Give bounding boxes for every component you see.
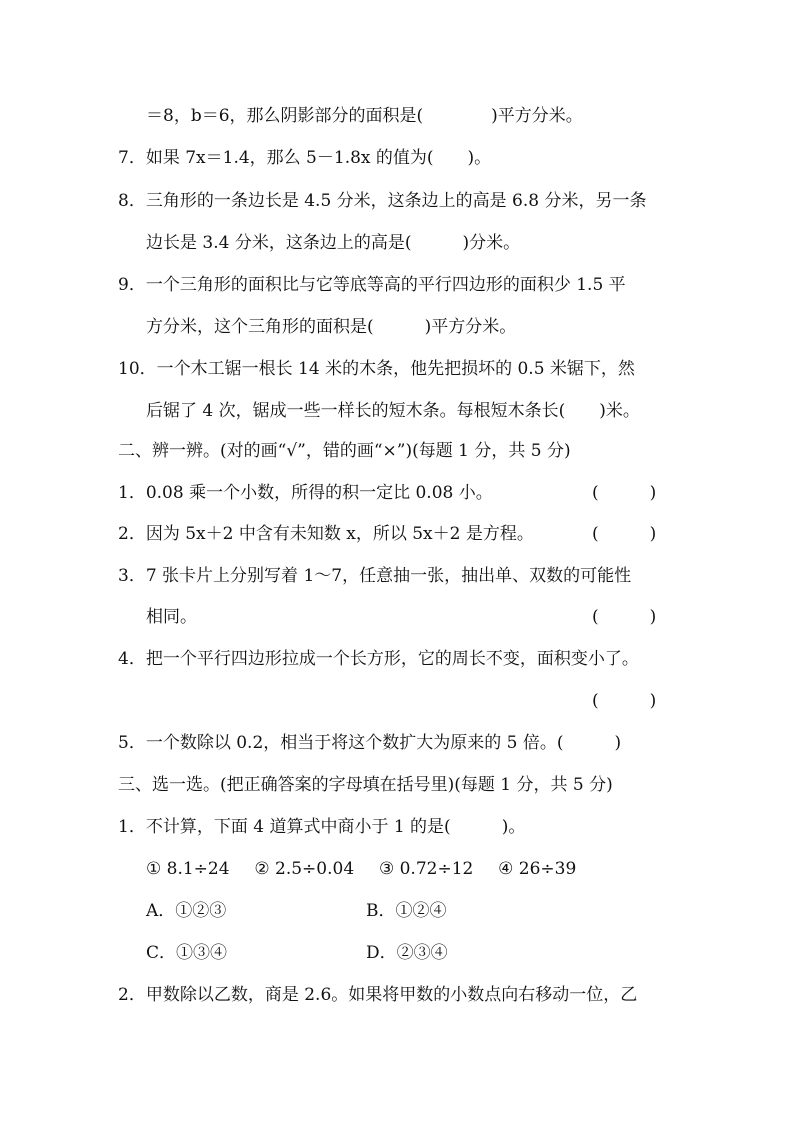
tf-question-3-line1: 3．7 张卡片上分别写着 1～7，任意抽一张，抽出单、双数的可能性 xyxy=(118,566,632,586)
mc-question-2-line1: 2．甲数除以乙数，商是 2.6。如果将甲数的小数点向右移动一位，乙 xyxy=(118,985,638,1005)
tf-answer-3[interactable]: ( ) xyxy=(592,607,657,627)
expression-1: ① 8.1÷24 xyxy=(146,859,230,879)
question-8-line2: 边长是 3.4 分米，这条边上的高是( )分米。 xyxy=(146,233,521,253)
expression-3: ③ 0.72÷12 xyxy=(378,859,474,879)
tf-question-3-line2: 相同。 xyxy=(146,607,197,627)
section-three-heading: 三、选一选。(把正确答案的字母填在括号里)(每题 1 分，共 5 分) xyxy=(118,775,613,795)
q6-continuation: ＝8，b＝6，那么阴影部分的面积是( )平方分米。 xyxy=(146,106,583,126)
question-9-line2: 方分米，这个三角形的面积是( )平方分米。 xyxy=(146,317,517,337)
expression-2: ② 2.5÷0.04 xyxy=(254,859,355,879)
tf-question-1-text: 1．0.08 乘一个小数，所得的积一定比 0.08 小。 xyxy=(118,483,493,503)
question-7: 7．如果 7x＝1.4，那么 5－1.8x 的值为( )。 xyxy=(118,148,492,168)
option-c[interactable]: C．①③④ xyxy=(146,943,228,963)
question-9-line1: 9．一个三角形的面积比与它等底等高的平行四边形的面积少 1.5 平 xyxy=(118,275,626,295)
option-d[interactable]: D．②③④ xyxy=(366,943,448,963)
tf-question-4-line1: 4．把一个平行四边形拉成一个长方形，它的周长不变，面积变小了。 xyxy=(118,649,639,669)
mc-question-1: 1．不计算，下面 4 道算式中商小于 1 的是( )。 xyxy=(118,817,526,837)
tf-answer-2[interactable]: ( ) xyxy=(592,524,657,544)
section-two-heading: 二、辨一辨。(对的画“√”，错的画“×”)(每题 1 分，共 5 分) xyxy=(118,441,571,461)
question-10-line1: 10．一个木工锯一根长 14 米的木条，他先把损坏的 0.5 米锯下，然 xyxy=(118,359,635,379)
tf-question-1 xyxy=(118,481,493,505)
tf-question-2: 2．因为 5x＋2 中含有未知数 x，所以 5x＋2 是方程。 xyxy=(118,524,534,544)
question-10-line2: 后锯了 4 次，锯成一些一样长的短木条。每根短木条长( )米。 xyxy=(146,401,640,421)
expression-4: ④ 26÷39 xyxy=(498,859,577,879)
option-a[interactable]: A．①②③ xyxy=(146,901,227,921)
tf-answer-4[interactable]: ( ) xyxy=(592,691,657,711)
tf-answer-1[interactable]: ( ) xyxy=(592,483,657,503)
question-8-line1: 8．三角形的一条边长是 4.5 分米，这条边上的高是 6.8 分米，另一条 xyxy=(118,191,647,211)
mc-question-1-expressions xyxy=(146,857,576,881)
option-b[interactable]: B．①②④ xyxy=(366,901,447,921)
tf-question-5: 5．一个数除以 0.2，相当于将这个数扩大为原来的 5 倍。( ) xyxy=(118,733,622,753)
